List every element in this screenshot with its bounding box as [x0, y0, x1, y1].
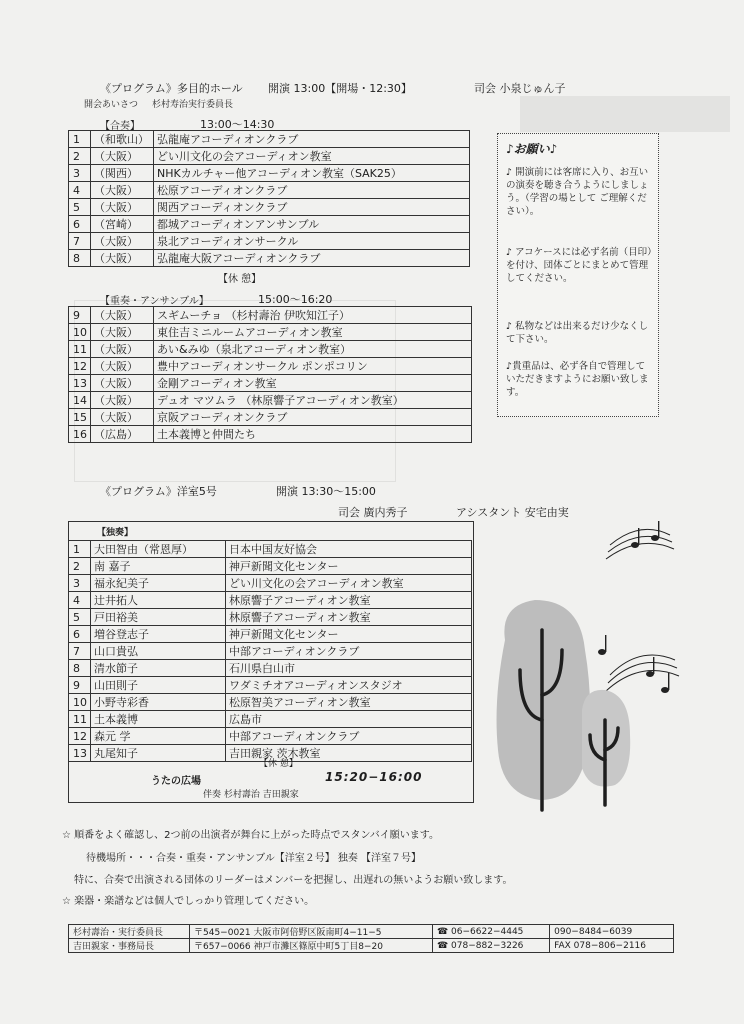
tree-illustration: [490, 500, 710, 840]
gassou-table: [68, 130, 470, 267]
table-row: 6 （宮崎） 都城アコーディオンアンサンブル: [69, 216, 470, 233]
ensemble-time: 15:00〜16:20: [258, 293, 333, 306]
footnote-2: 待機場所・・・合奏・重奏・アンサンブル【洋室２号】 独奏 【洋室７号】: [86, 853, 422, 864]
show-through-heading: [520, 96, 730, 132]
table-row: 3 （関西） NHKカルチャー他アコーディオン教室（SAK25）: [69, 165, 470, 182]
table-row: 13 （大阪） 金剛アコーディオン教室: [69, 375, 472, 392]
ensemble-table: [68, 306, 472, 443]
notice-box: [497, 133, 659, 417]
program1-title: 《プログラム》多目的ホール: [100, 82, 243, 95]
program2-open: 開演 13:30〜15:00: [276, 485, 376, 498]
table-row: 4 辻井拓人 林原響子アコーディオン教室: [69, 592, 472, 609]
table-row: 11 土本義博 広島市: [69, 711, 472, 728]
uta-label: うたの広場: [151, 776, 201, 787]
table-row: 6 増谷登志子 神戸新聞文化センター: [69, 626, 472, 643]
footnote-3: 特に、合奏で出演される団体のリーダーはメンバーを把握し、出遅れの無いようお願い致します。: [74, 875, 513, 886]
table-row: 8 （大阪） 弘龍庵大阪アコーディオンクラブ: [69, 250, 470, 267]
table-row: 9 山田則子 ワダミチオアコーディオンスタジオ: [69, 677, 472, 694]
program1-mc: 司会 小泉じゅん子: [474, 82, 566, 95]
table-row: 11 （大阪） あい&みゆ（泉北アコーディオン教室）: [69, 341, 472, 358]
program2-assistant: アシスタント 安宅由実: [456, 506, 569, 519]
music-note-icon: [598, 521, 669, 693]
music-note-icon: [606, 529, 679, 691]
table-row: 4 （大阪） 松原アコーディオンクラブ: [69, 182, 470, 199]
solo-heading: 【独奏】: [97, 528, 134, 538]
table-row: 5 戸田裕美 林原響子アコーディオン教室: [69, 609, 472, 626]
table-row: 5 （大阪） 関西アコーディオンクラブ: [69, 199, 470, 216]
gassou-time: 13:00〜14:30: [200, 118, 275, 131]
break1: 【休 憩】: [218, 274, 262, 285]
table-row: 13 丸尾知子 吉田親家 茨木教室: [69, 745, 472, 762]
table-row: 1 大田智由（常恩厚） 日本中国友好協会: [69, 541, 472, 558]
table-row: 9 （大阪） スギムーチョ （杉村壽治 伊吹知江子）: [69, 307, 472, 324]
table-row: 10 （大阪） 東住吉ミニルームアコーディオン教室: [69, 324, 472, 341]
table-row: 2 （大阪） どい川文化の会アコーディオン教室: [69, 148, 470, 165]
table-row: 3 福永紀美子 どい川文化の会アコーディオン教室: [69, 575, 472, 592]
table-row: 15 （大阪） 京阪アコーディオンクラブ: [69, 409, 472, 426]
table-row: 7 山口貴弘 中部アコーディオンクラブ: [69, 643, 472, 660]
table-row: 2 南 嘉子 神戸新聞文化センター: [69, 558, 472, 575]
greeting-name: 杉村寿治実行委員長: [152, 100, 234, 110]
footnote-4: ☆ 楽器・楽譜などは個人でしっかり管理してください。: [62, 896, 315, 907]
program2-mc: 司会 廣内秀子: [338, 506, 408, 519]
table-row: 杉村壽治・実行委員長 〒545−0021 大阪市阿倍野区阪南町4−11−5 ☎ 06−6622−4445 090−8484−6039: [69, 925, 674, 939]
table-row: 16 （広島） 土本義博と仲間たち: [69, 426, 472, 443]
greeting-label: 開会あいさつ: [84, 100, 139, 110]
notice-item: ♪ アコケースには必ず名前（目印）を付け、団体ごとにまとめて管理してください。: [506, 247, 652, 284]
table-row: 8 清水節子 石川県白山市: [69, 660, 472, 677]
solo-block: [68, 521, 474, 803]
table-row: 10 小野寺彩香 松原智美アコーディオン教室: [69, 694, 472, 711]
contact-table: [68, 924, 674, 953]
table-row: 12 森元 学 中部アコーディオンクラブ: [69, 728, 472, 745]
notice-title: ♪お願い♪: [506, 142, 558, 156]
solo-table: [68, 540, 472, 762]
ensemble-heading: 【重奏・アンサンブル】: [100, 296, 209, 307]
solo-break: 【休 憩】: [259, 759, 298, 769]
table-row: 12 （大阪） 豊中アコーディオンサークル ポンポコリン: [69, 358, 472, 375]
table-row: 7 （大阪） 泉北アコーディオンサークル: [69, 233, 470, 250]
notice-item: ♪ 開演前には客席に入り、お互いの演奏を聴き合うようにしましょう。（学習の場として ご理解ください）。: [506, 167, 649, 217]
table-row: 14 （大阪） デュオ マツムラ （林原響子アコーディオン教室）: [69, 392, 472, 409]
uta-time: 15:20−16:00: [325, 770, 423, 784]
notice-item: ♪貴重品は、必ず各自で管理していただきますようにお願い致します。: [506, 361, 649, 398]
program1-open: 開演 13:00【開場・12:30】: [268, 82, 412, 95]
gassou-heading: 【合奏】: [100, 121, 140, 132]
program2-title: 《プログラム》洋室5号: [100, 485, 217, 498]
table-row: 1 （和歌山） 弘龍庵アコーディオンクラブ: [69, 131, 470, 148]
notice-item: ♪ 私物などは出来るだけ少なくして下さい。: [506, 321, 649, 345]
accompaniment: 伴奏 杉村壽治 吉田親家: [203, 790, 299, 800]
table-row: 吉田親家・事務局長 〒657−0066 神戸市灘区篠原中町5丁目8−20 ☎ 078−882−3226 FAX 078−806−2116: [69, 939, 674, 953]
footnote-1: ☆ 順番をよく確認し、2つ前の出演者が舞台に上がった時点でスタンバイ願います。: [62, 830, 440, 841]
